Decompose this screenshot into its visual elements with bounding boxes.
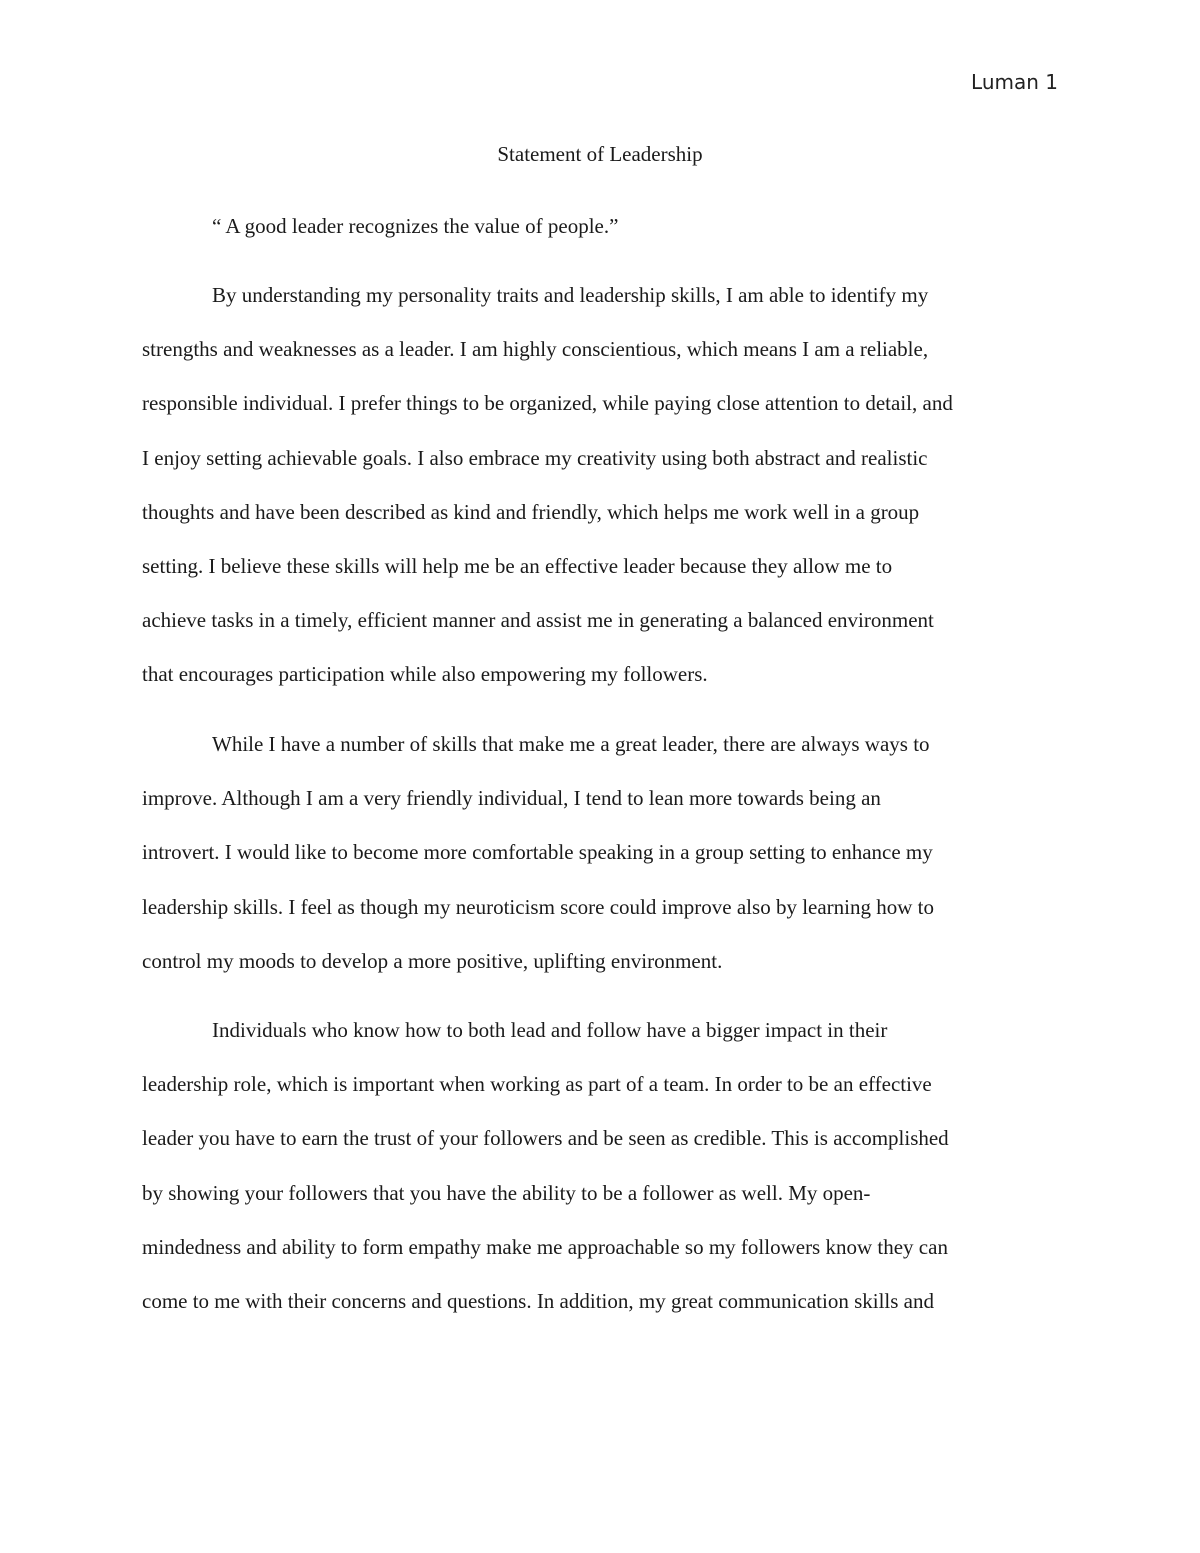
paragraph-line: I enjoy setting achievable goals. I also embrace my creativity using both abstract and realistic [142, 445, 928, 470]
paragraph-line: come to me with their concerns and questions. In addition, my great communication skills and [142, 1288, 934, 1313]
paragraph-3 [142, 1003, 1057, 1328]
paragraph-2 [142, 717, 1057, 988]
running-head: Luman 1 [971, 70, 1058, 94]
quote-line: “ A good leader recognizes the value of people.” [212, 214, 619, 238]
paragraph-line: control my moods to develop a more positive, uplifting environment. [142, 948, 723, 973]
paragraph-1 [142, 268, 1057, 702]
paragraph-line: leader you have to earn the trust of your followers and be seen as credible. This is accomplished [142, 1126, 949, 1151]
paragraph-line: thoughts and have been described as kind and friendly, which helps me work well in a group [142, 499, 920, 524]
paragraph-line: mindedness and ability to form empathy make me approachable so my followers know they can [142, 1234, 948, 1259]
paragraph-line: setting. I believe these skills will help me be an effective leader because they allow me to [142, 553, 893, 578]
paragraph-line: leadership skills. I feel as though my neuroticism score could improve also by learning how to [142, 894, 934, 919]
paragraph-line: Individuals who know how to both lead and follow have a bigger impact in their [212, 1018, 888, 1042]
paragraph-line: improve. Although I am a very friendly individual, I tend to lean more towards being an [142, 786, 881, 811]
paragraph-line: by showing your followers that you have the ability to be a follower as well. My open- [142, 1180, 871, 1205]
paragraph-line: that encourages participation while also empowering my followers. [142, 662, 708, 687]
paragraph-line: While I have a number of skills that make me a great leader, there are always ways to [212, 732, 930, 756]
paragraph-line: introvert. I would like to become more comfortable speaking in a group setting to enhance my [142, 840, 933, 865]
paragraph-line: responsible individual. I prefer things to be organized, while paying close attention to detail, and [142, 391, 953, 416]
paragraph-line: By understanding my personality traits and leadership skills, I am able to identify my [212, 283, 929, 307]
paragraph-line: achieve tasks in a timely, efficient manner and assist me in generating a balanced environment [142, 608, 934, 633]
paragraph-line: strengths and weaknesses as a leader. I am highly conscientious, which means I am a reliable, [142, 337, 929, 362]
page-title: Statement of Leadership [497, 142, 703, 166]
opening-quote [142, 199, 1057, 253]
paragraph-line: leadership role, which is important when working as part of a team. In order to be an effective [142, 1072, 932, 1097]
